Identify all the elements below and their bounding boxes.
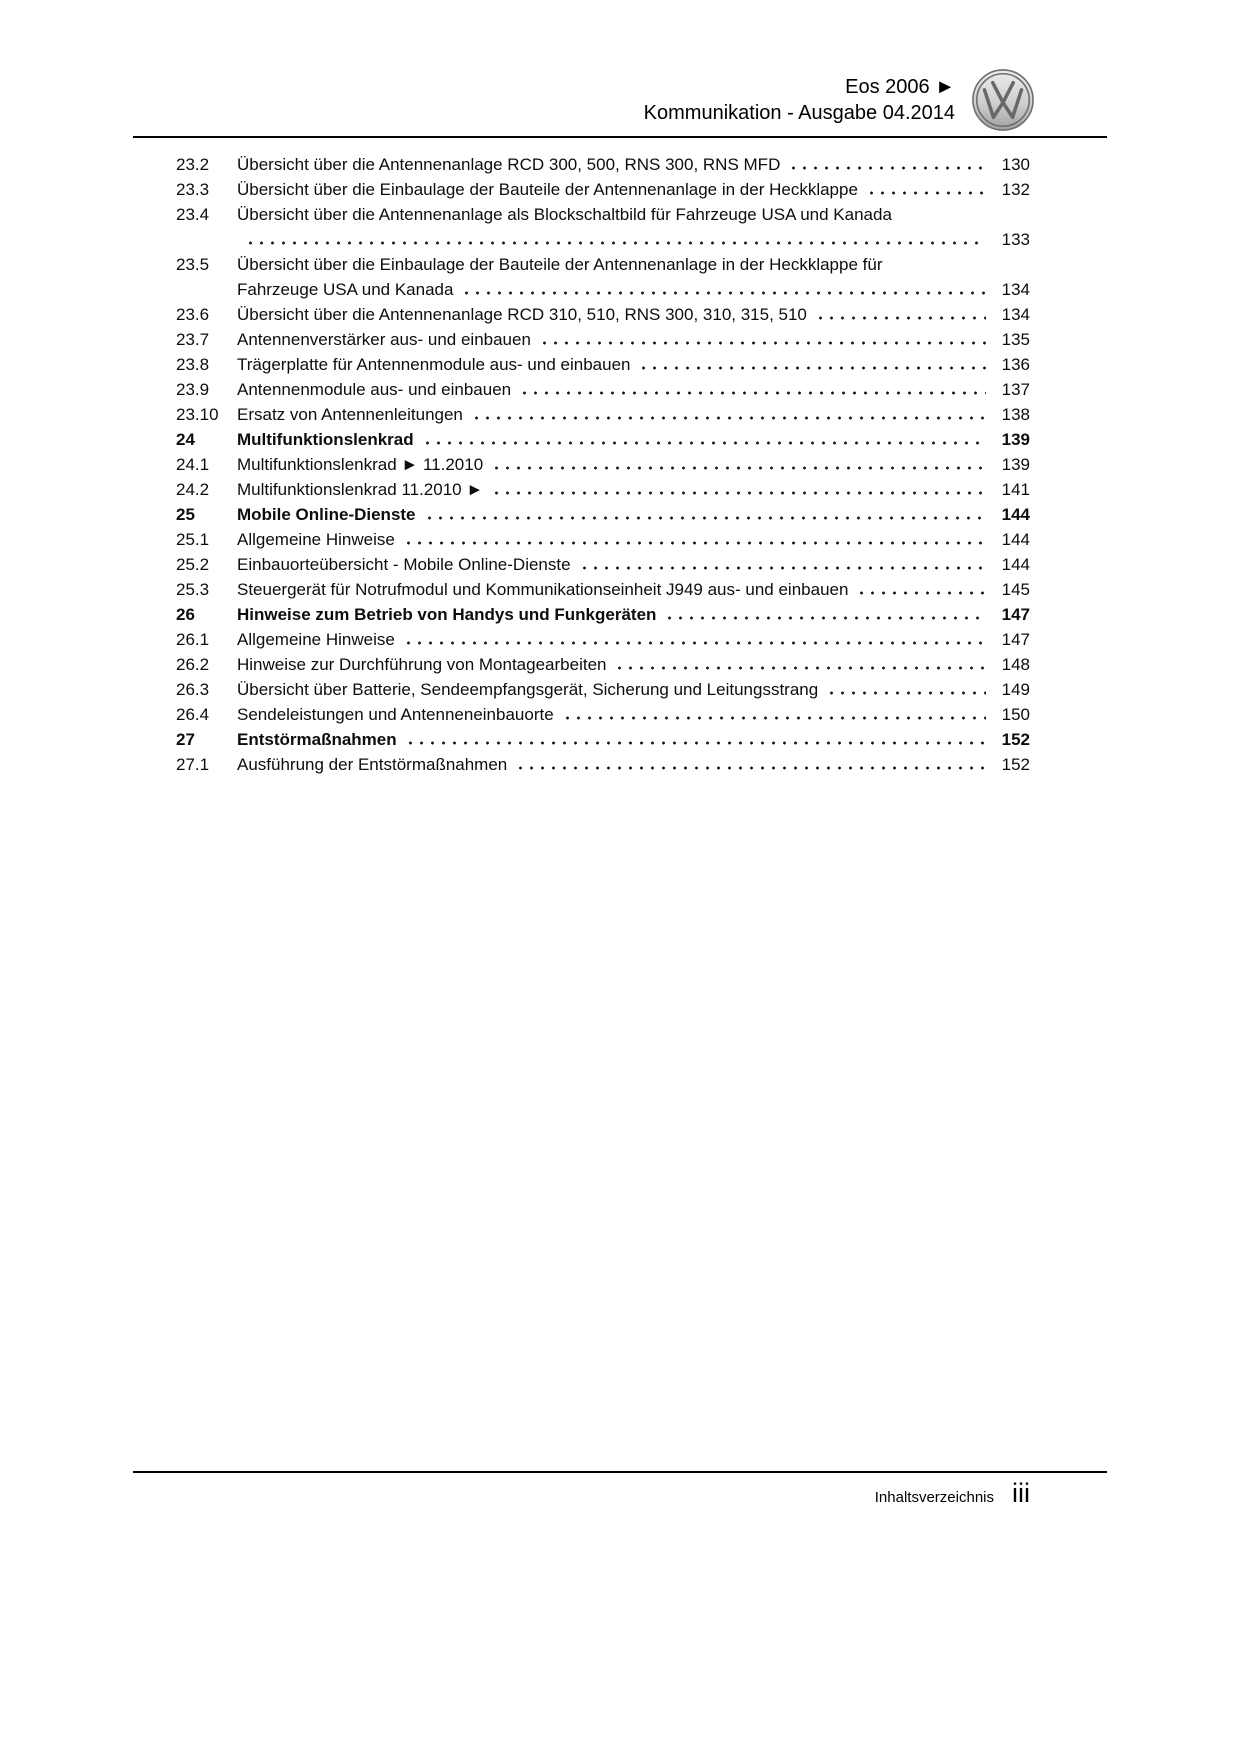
toc-entry-title: Sendeleistungen und Antenneneinbauorte <box>237 705 554 724</box>
toc-entry <box>176 502 1030 527</box>
toc-entry-title: Steuergerät für Notrufmodul und Kommunikationseinheit J949 aus- und einbauen <box>237 580 849 599</box>
toc-entry-last-line <box>237 227 1030 252</box>
dot-leader <box>579 566 986 570</box>
dot-leader <box>403 541 986 545</box>
toc-entry-number: 24 <box>176 430 195 449</box>
toc-entry-title: Ausführung der Entstörmaßnahmen <box>237 755 508 774</box>
toc-entry-last-line <box>237 702 1030 727</box>
footer-section-label: Inhaltsverzeichnis <box>874 1489 994 1506</box>
toc-entry-number: 26.1 <box>176 630 210 649</box>
dot-leader <box>491 491 986 495</box>
toc-entry-page: 144 <box>1001 555 1030 574</box>
toc-entry-last-line <box>237 577 1030 602</box>
toc-entry-body <box>237 652 1030 677</box>
toc-entry-page: 152 <box>1001 755 1030 774</box>
toc-entry-number: 23.9 <box>176 380 210 399</box>
toc-entry-title: Einbauorteübersicht - Mobile Online-Dienste <box>237 555 571 574</box>
toc-entry-last-line <box>237 152 1030 177</box>
header-rule <box>133 136 1107 138</box>
toc-entry-title: Mobile Online-Dienste <box>237 505 416 524</box>
toc-entry <box>176 602 1030 627</box>
dot-leader <box>815 316 986 320</box>
toc-entry-last-line <box>237 727 1030 752</box>
toc-entry-body <box>237 727 1030 752</box>
toc-entry-title: Multifunktionslenkrad 11.2010 ► <box>237 480 484 499</box>
toc-entry-body <box>237 352 1030 377</box>
toc-entry-title: Ersatz von Antennenleitungen <box>237 405 463 424</box>
toc-entry-title-line: Übersicht über die Einbaulage der Bauteile der Antennenanlage in der Heckklappe für <box>237 255 883 274</box>
header-subtitle-line: Kommunikation - Ausgabe 04.2014 <box>643 102 955 124</box>
toc-entry-number: 23.8 <box>176 355 210 374</box>
toc-entry-title: Hinweise zur Durchführung von Montagearbeiten <box>237 655 607 674</box>
dot-leader <box>471 416 986 420</box>
dot-leader <box>403 641 986 645</box>
toc-entry-page: 152 <box>1001 730 1030 749</box>
dot-leader <box>788 166 986 170</box>
toc-entry-last-line <box>237 327 1030 352</box>
toc-entry-number: 24.1 <box>176 455 210 474</box>
footer-rule <box>133 1471 1107 1473</box>
toc-entry-page: 141 <box>1001 480 1030 499</box>
toc-entry <box>176 702 1030 727</box>
toc-entry-body <box>237 452 1030 477</box>
dot-leader <box>539 341 986 345</box>
toc-entry <box>176 352 1030 377</box>
toc-entry-title: Antennenmodule aus- und einbauen <box>237 380 512 399</box>
toc-entry-body <box>237 252 1030 302</box>
toc-entry-title: Hinweise zum Betrieb von Handys und Funkgeräten <box>237 605 657 624</box>
toc-entry-number: 23.7 <box>176 330 210 349</box>
toc-entry-body <box>237 627 1030 652</box>
toc-entry-last-line <box>237 677 1030 702</box>
toc-entry-number: 24.2 <box>176 480 210 499</box>
toc-entry-number: 26.4 <box>176 705 210 724</box>
toc-entry-page: 138 <box>1001 405 1030 424</box>
toc-entry-last-line <box>237 752 1030 777</box>
toc-entry-page: 149 <box>1001 680 1030 699</box>
toc-entry-last-line <box>237 177 1030 202</box>
toc-entry-title: Trägerplatte für Antennenmodule aus- und einbauen <box>237 355 631 374</box>
toc-entry-number: 23.10 <box>176 405 219 424</box>
toc-entry-last-line <box>237 552 1030 577</box>
toc-entry <box>176 627 1030 652</box>
toc-entry-title: Multifunktionslenkrad ► 11.2010 <box>237 455 484 474</box>
toc-entry-number: 25.3 <box>176 580 210 599</box>
toc-entry <box>176 302 1030 327</box>
toc-entry-number: 23.6 <box>176 305 210 324</box>
toc-entry <box>176 677 1030 702</box>
toc-entry-number: 27.1 <box>176 755 210 774</box>
header-model-line: Eos 2006 ► <box>845 76 955 98</box>
toc-entry-body <box>237 152 1030 177</box>
toc-entry-body <box>237 702 1030 727</box>
toc-entry-title: Fahrzeuge USA und Kanada <box>237 280 454 299</box>
toc-entry-last-line <box>237 427 1030 452</box>
toc-entry-number: 26.3 <box>176 680 210 699</box>
toc-entry-page: 139 <box>1001 430 1030 449</box>
toc-entry-page: 148 <box>1001 655 1030 674</box>
toc-entry <box>176 427 1030 452</box>
toc-entry-last-line <box>237 452 1030 477</box>
toc-entry-page: 130 <box>1001 155 1030 174</box>
toc-entry-page: 134 <box>1001 280 1030 299</box>
toc-entry-body <box>237 177 1030 202</box>
toc-entry-body <box>237 327 1030 352</box>
toc-entry <box>176 377 1030 402</box>
table-of-contents <box>176 152 1030 777</box>
toc-entry-title: Antennenverstärker aus- und einbauen <box>237 330 531 349</box>
toc-entry-body <box>237 427 1030 452</box>
toc-entry-page: 132 <box>1001 180 1030 199</box>
toc-entry-number: 23.4 <box>176 205 210 224</box>
toc-entry-page: 150 <box>1001 705 1030 724</box>
toc-entry-page: 133 <box>1001 230 1030 249</box>
toc-entry-title: Allgemeine Hinweise <box>237 530 395 549</box>
toc-entry-page: 136 <box>1001 355 1030 374</box>
toc-entry-page: 135 <box>1001 330 1030 349</box>
toc-entry-number: 25 <box>176 505 195 524</box>
toc-entry <box>176 252 1030 302</box>
toc-entry-last-line <box>237 627 1030 652</box>
dot-leader <box>515 766 986 770</box>
toc-entry-body <box>237 377 1030 402</box>
page-footer <box>133 1478 1030 1509</box>
toc-entry-body <box>237 552 1030 577</box>
dot-leader <box>422 441 986 445</box>
toc-entry-title: Übersicht über die Einbaulage der Bauteile der Antennenanlage in der Heckklappe <box>237 180 858 199</box>
dot-leader <box>664 616 986 620</box>
dot-leader <box>519 391 986 395</box>
toc-entry-page: 147 <box>1001 630 1030 649</box>
toc-entry-last-line <box>237 377 1030 402</box>
dot-leader <box>638 366 986 370</box>
toc-entry-last-line <box>237 652 1030 677</box>
toc-entry-page: 139 <box>1001 455 1030 474</box>
vw-logo-icon <box>971 68 1035 132</box>
toc-entry <box>176 452 1030 477</box>
toc-entry-title: Entstörmaßnahmen <box>237 730 397 749</box>
dot-leader <box>424 516 986 520</box>
toc-entry-number: 25.1 <box>176 530 210 549</box>
toc-entry <box>176 402 1030 427</box>
toc-entry-last-line <box>237 527 1030 552</box>
dot-leader <box>826 691 986 695</box>
toc-entry-page: 145 <box>1001 580 1030 599</box>
dot-leader <box>491 466 986 470</box>
dot-leader <box>461 291 986 295</box>
toc-entry <box>176 577 1030 602</box>
toc-entry-body <box>237 577 1030 602</box>
toc-entry <box>176 652 1030 677</box>
toc-entry-body <box>237 302 1030 327</box>
dot-leader <box>245 241 986 245</box>
dot-leader <box>562 716 986 720</box>
toc-entry-number: 26 <box>176 605 195 624</box>
footer-page-number: iii <box>1012 1478 1030 1508</box>
toc-entry <box>176 527 1030 552</box>
toc-entry-page: 134 <box>1001 305 1030 324</box>
toc-entry-number: 23.2 <box>176 155 210 174</box>
toc-entry-last-line <box>237 477 1030 502</box>
toc-entry-title-line: Übersicht über die Antennenanlage als Blockschaltbild für Fahrzeuge USA und Kanada <box>237 205 892 224</box>
toc-entry <box>176 152 1030 177</box>
header-text-block <box>644 74 955 126</box>
toc-entry-page: 147 <box>1001 605 1030 624</box>
page-header <box>133 68 1107 132</box>
toc-entry <box>176 202 1030 252</box>
toc-entry-number: 25.2 <box>176 555 210 574</box>
toc-entry-page: 144 <box>1001 530 1030 549</box>
toc-entry <box>176 552 1030 577</box>
toc-entry-page: 144 <box>1001 505 1030 524</box>
toc-entry-last-line <box>237 302 1030 327</box>
dot-leader <box>856 591 986 595</box>
toc-entry-number: 23.5 <box>176 255 210 274</box>
toc-entry-body <box>237 402 1030 427</box>
toc-entry-number: 27 <box>176 730 195 749</box>
toc-entry-number: 26.2 <box>176 655 210 674</box>
toc-entry-body <box>237 502 1030 527</box>
toc-entry <box>176 177 1030 202</box>
toc-entry-body <box>237 202 1030 252</box>
dot-leader <box>405 741 986 745</box>
toc-entry-title: Multifunktionslenkrad <box>237 430 414 449</box>
toc-entry-number: 23.3 <box>176 180 210 199</box>
toc-entry-body <box>237 752 1030 777</box>
toc-entry-last-line <box>237 502 1030 527</box>
toc-entry-last-line <box>237 602 1030 627</box>
toc-entry-title: Übersicht über die Antennenanlage RCD 300, 500, RNS 300, RNS MFD <box>237 155 781 174</box>
toc-entry <box>176 477 1030 502</box>
toc-entry-body <box>237 527 1030 552</box>
toc-entry-title: Allgemeine Hinweise <box>237 630 395 649</box>
toc-entry-title: Übersicht über die Antennenanlage RCD 310, 510, RNS 300, 310, 315, 510 <box>237 305 807 324</box>
toc-entry-body <box>237 477 1030 502</box>
toc-entry-body <box>237 677 1030 702</box>
toc-entry <box>176 327 1030 352</box>
dot-leader <box>866 191 986 195</box>
toc-entry-last-line <box>237 402 1030 427</box>
toc-entry <box>176 752 1030 777</box>
toc-entry-last-line <box>237 277 1030 302</box>
toc-entry-page: 137 <box>1001 380 1030 399</box>
toc-entry-title: Übersicht über Batterie, Sendeempfangsgerät, Sicherung und Leitungsstrang <box>237 680 819 699</box>
toc-entry-body <box>237 602 1030 627</box>
dot-leader <box>614 666 986 670</box>
toc-entry <box>176 727 1030 752</box>
toc-entry-last-line <box>237 352 1030 377</box>
